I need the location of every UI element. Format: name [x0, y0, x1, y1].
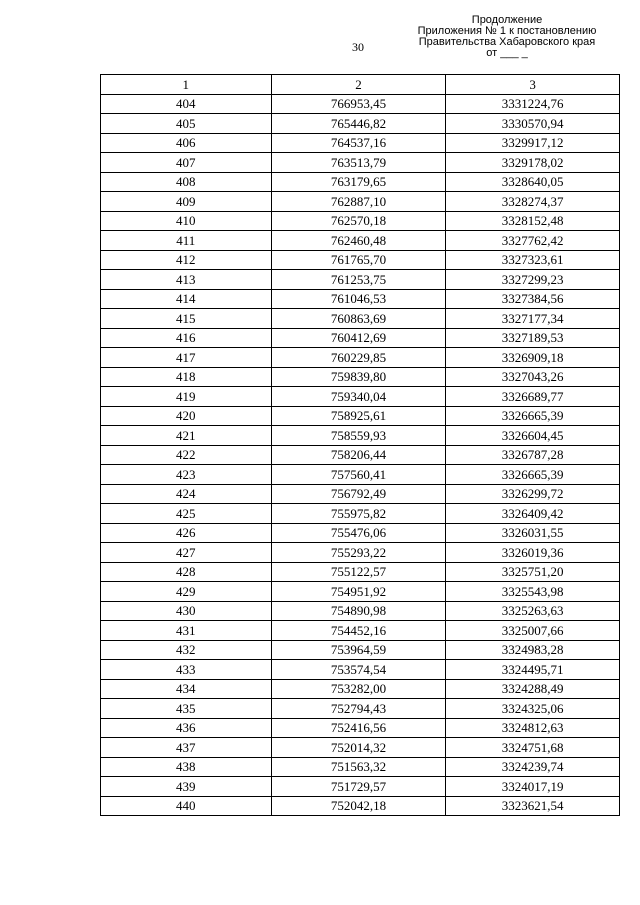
y-coordinate-cell: 3331224,76 — [446, 94, 620, 114]
x-coordinate-cell: 761046,53 — [271, 289, 446, 309]
y-coordinate-cell: 3325263,63 — [446, 601, 620, 621]
point-number-cell: 433 — [101, 660, 272, 680]
page-number: 30 — [352, 40, 364, 54]
y-coordinate-cell: 3327323,61 — [446, 250, 620, 270]
y-coordinate-cell: 3324812,63 — [446, 718, 620, 738]
x-coordinate-cell: 753574,54 — [271, 660, 446, 680]
y-coordinate-cell: 3324751,68 — [446, 738, 620, 758]
table-row — [101, 757, 620, 777]
table-row — [101, 211, 620, 231]
date-line: от ___ _ — [486, 47, 528, 59]
point-number-cell: 413 — [101, 270, 272, 290]
table-row — [101, 192, 620, 212]
y-coordinate-cell: 3325751,20 — [446, 562, 620, 582]
y-coordinate-cell: 3324239,74 — [446, 757, 620, 777]
y-coordinate-cell: 3323621,54 — [446, 796, 620, 816]
table-row — [101, 504, 620, 524]
table-row — [101, 289, 620, 309]
x-coordinate-cell: 754890,98 — [271, 601, 446, 621]
y-coordinate-cell: 3327299,23 — [446, 270, 620, 290]
table-body — [101, 94, 620, 816]
table-row — [101, 94, 620, 114]
point-number-cell: 429 — [101, 582, 272, 602]
coordinates-table — [100, 74, 620, 816]
table-row — [101, 621, 620, 641]
table-row — [101, 309, 620, 329]
table-row — [101, 133, 620, 153]
y-coordinate-cell: 3329917,12 — [446, 133, 620, 153]
point-number-cell: 419 — [101, 387, 272, 407]
y-coordinate-cell: 3326019,36 — [446, 543, 620, 563]
table-row — [101, 796, 620, 816]
point-number-cell: 409 — [101, 192, 272, 212]
table-row — [101, 231, 620, 251]
y-coordinate-cell: 3327177,34 — [446, 309, 620, 329]
table-row — [101, 679, 620, 699]
point-number-cell: 439 — [101, 777, 272, 797]
x-coordinate-cell: 755975,82 — [271, 504, 446, 524]
x-coordinate-cell: 759839,80 — [271, 367, 446, 387]
table-row — [101, 523, 620, 543]
table-row — [101, 270, 620, 290]
point-number-cell: 435 — [101, 699, 272, 719]
y-coordinate-cell: 3326031,55 — [446, 523, 620, 543]
point-number-cell: 415 — [101, 309, 272, 329]
table-row — [101, 699, 620, 719]
x-coordinate-cell: 752416,56 — [271, 718, 446, 738]
x-coordinate-cell: 751729,57 — [271, 777, 446, 797]
point-number-cell: 423 — [101, 465, 272, 485]
point-number-cell: 432 — [101, 640, 272, 660]
table-row — [101, 738, 620, 758]
table-row — [101, 777, 620, 797]
column-header-2: 2 — [271, 75, 446, 95]
y-coordinate-cell: 3327189,53 — [446, 328, 620, 348]
point-number-cell: 407 — [101, 153, 272, 173]
y-coordinate-cell: 3326787,28 — [446, 445, 620, 465]
y-coordinate-cell: 3326604,45 — [446, 426, 620, 446]
y-coordinate-cell: 3324495,71 — [446, 660, 620, 680]
y-coordinate-cell: 3327384,56 — [446, 289, 620, 309]
x-coordinate-cell: 752042,18 — [271, 796, 446, 816]
x-coordinate-cell: 753282,00 — [271, 679, 446, 699]
table-row — [101, 367, 620, 387]
y-coordinate-cell: 3327762,42 — [446, 231, 620, 251]
y-coordinate-cell: 3326665,39 — [446, 406, 620, 426]
y-coordinate-cell: 3326409,42 — [446, 504, 620, 524]
table-row — [101, 562, 620, 582]
point-number-cell: 422 — [101, 445, 272, 465]
x-coordinate-cell: 753964,59 — [271, 640, 446, 660]
table-row — [101, 172, 620, 192]
table-row — [101, 601, 620, 621]
point-number-cell: 438 — [101, 757, 272, 777]
y-coordinate-cell: 3325007,66 — [446, 621, 620, 641]
table-row — [101, 406, 620, 426]
x-coordinate-cell: 762887,10 — [271, 192, 446, 212]
y-coordinate-cell: 3326689,77 — [446, 387, 620, 407]
table-row — [101, 718, 620, 738]
point-number-cell: 405 — [101, 114, 272, 134]
x-coordinate-cell: 755476,06 — [271, 523, 446, 543]
point-number-cell: 417 — [101, 348, 272, 368]
x-coordinate-cell: 751563,32 — [271, 757, 446, 777]
document-header — [402, 15, 612, 59]
x-coordinate-cell: 760229,85 — [271, 348, 446, 368]
x-coordinate-cell: 752014,32 — [271, 738, 446, 758]
x-coordinate-cell: 763179,65 — [271, 172, 446, 192]
x-coordinate-cell: 758925,61 — [271, 406, 446, 426]
x-coordinate-cell: 764537,16 — [271, 133, 446, 153]
point-number-cell: 424 — [101, 484, 272, 504]
government-label: Правительства Хабаровского края — [418, 36, 596, 48]
table-header-row — [101, 75, 620, 95]
appendix-label: Приложения № 1 к постановлению — [417, 25, 597, 37]
point-number-cell: 418 — [101, 367, 272, 387]
point-number-cell: 426 — [101, 523, 272, 543]
x-coordinate-cell: 762460,48 — [271, 231, 446, 251]
point-number-cell: 414 — [101, 289, 272, 309]
table-row — [101, 426, 620, 446]
y-coordinate-cell: 3330570,94 — [446, 114, 620, 134]
table-row — [101, 348, 620, 368]
x-coordinate-cell: 755122,57 — [271, 562, 446, 582]
y-coordinate-cell: 3329178,02 — [446, 153, 620, 173]
x-coordinate-cell: 763513,79 — [271, 153, 446, 173]
y-coordinate-cell: 3328640,05 — [446, 172, 620, 192]
point-number-cell: 416 — [101, 328, 272, 348]
point-number-cell: 436 — [101, 718, 272, 738]
column-header-3: 3 — [446, 75, 620, 95]
point-number-cell: 404 — [101, 94, 272, 114]
table-row — [101, 582, 620, 602]
table-row — [101, 465, 620, 485]
table-row — [101, 387, 620, 407]
x-coordinate-cell: 757560,41 — [271, 465, 446, 485]
y-coordinate-cell: 3326665,39 — [446, 465, 620, 485]
point-number-cell: 434 — [101, 679, 272, 699]
point-number-cell: 408 — [101, 172, 272, 192]
table-row — [101, 543, 620, 563]
x-coordinate-cell: 765446,82 — [271, 114, 446, 134]
point-number-cell: 437 — [101, 738, 272, 758]
x-coordinate-cell: 760412,69 — [271, 328, 446, 348]
x-coordinate-cell: 755293,22 — [271, 543, 446, 563]
x-coordinate-cell: 761253,75 — [271, 270, 446, 290]
y-coordinate-cell: 3325543,98 — [446, 582, 620, 602]
x-coordinate-cell: 759340,04 — [271, 387, 446, 407]
point-number-cell: 431 — [101, 621, 272, 641]
table-row — [101, 484, 620, 504]
y-coordinate-cell: 3324017,19 — [446, 777, 620, 797]
continuation-label: Продолжение — [471, 14, 543, 26]
x-coordinate-cell: 760863,69 — [271, 309, 446, 329]
x-coordinate-cell: 754951,92 — [271, 582, 446, 602]
x-coordinate-cell: 762570,18 — [271, 211, 446, 231]
table-row — [101, 250, 620, 270]
point-number-cell: 440 — [101, 796, 272, 816]
y-coordinate-cell: 3326909,18 — [446, 348, 620, 368]
x-coordinate-cell: 758206,44 — [271, 445, 446, 465]
table-row — [101, 640, 620, 660]
y-coordinate-cell: 3326299,72 — [446, 484, 620, 504]
point-number-cell: 411 — [101, 231, 272, 251]
y-coordinate-cell: 3328152,48 — [446, 211, 620, 231]
point-number-cell: 421 — [101, 426, 272, 446]
y-coordinate-cell: 3324325,06 — [446, 699, 620, 719]
point-number-cell: 406 — [101, 133, 272, 153]
table-row — [101, 445, 620, 465]
y-coordinate-cell: 3327043,26 — [446, 367, 620, 387]
point-number-cell: 420 — [101, 406, 272, 426]
x-coordinate-cell: 766953,45 — [271, 94, 446, 114]
point-number-cell: 428 — [101, 562, 272, 582]
x-coordinate-cell: 752794,43 — [271, 699, 446, 719]
table-row — [101, 328, 620, 348]
point-number-cell: 427 — [101, 543, 272, 563]
table-row — [101, 660, 620, 680]
column-header-1: 1 — [101, 75, 272, 95]
x-coordinate-cell: 761765,70 — [271, 250, 446, 270]
y-coordinate-cell: 3324983,28 — [446, 640, 620, 660]
y-coordinate-cell: 3328274,37 — [446, 192, 620, 212]
point-number-cell: 425 — [101, 504, 272, 524]
x-coordinate-cell: 756792,49 — [271, 484, 446, 504]
x-coordinate-cell: 758559,93 — [271, 426, 446, 446]
point-number-cell: 430 — [101, 601, 272, 621]
y-coordinate-cell: 3324288,49 — [446, 679, 620, 699]
table-row — [101, 114, 620, 134]
point-number-cell: 412 — [101, 250, 272, 270]
table-row — [101, 153, 620, 173]
point-number-cell: 410 — [101, 211, 272, 231]
x-coordinate-cell: 754452,16 — [271, 621, 446, 641]
